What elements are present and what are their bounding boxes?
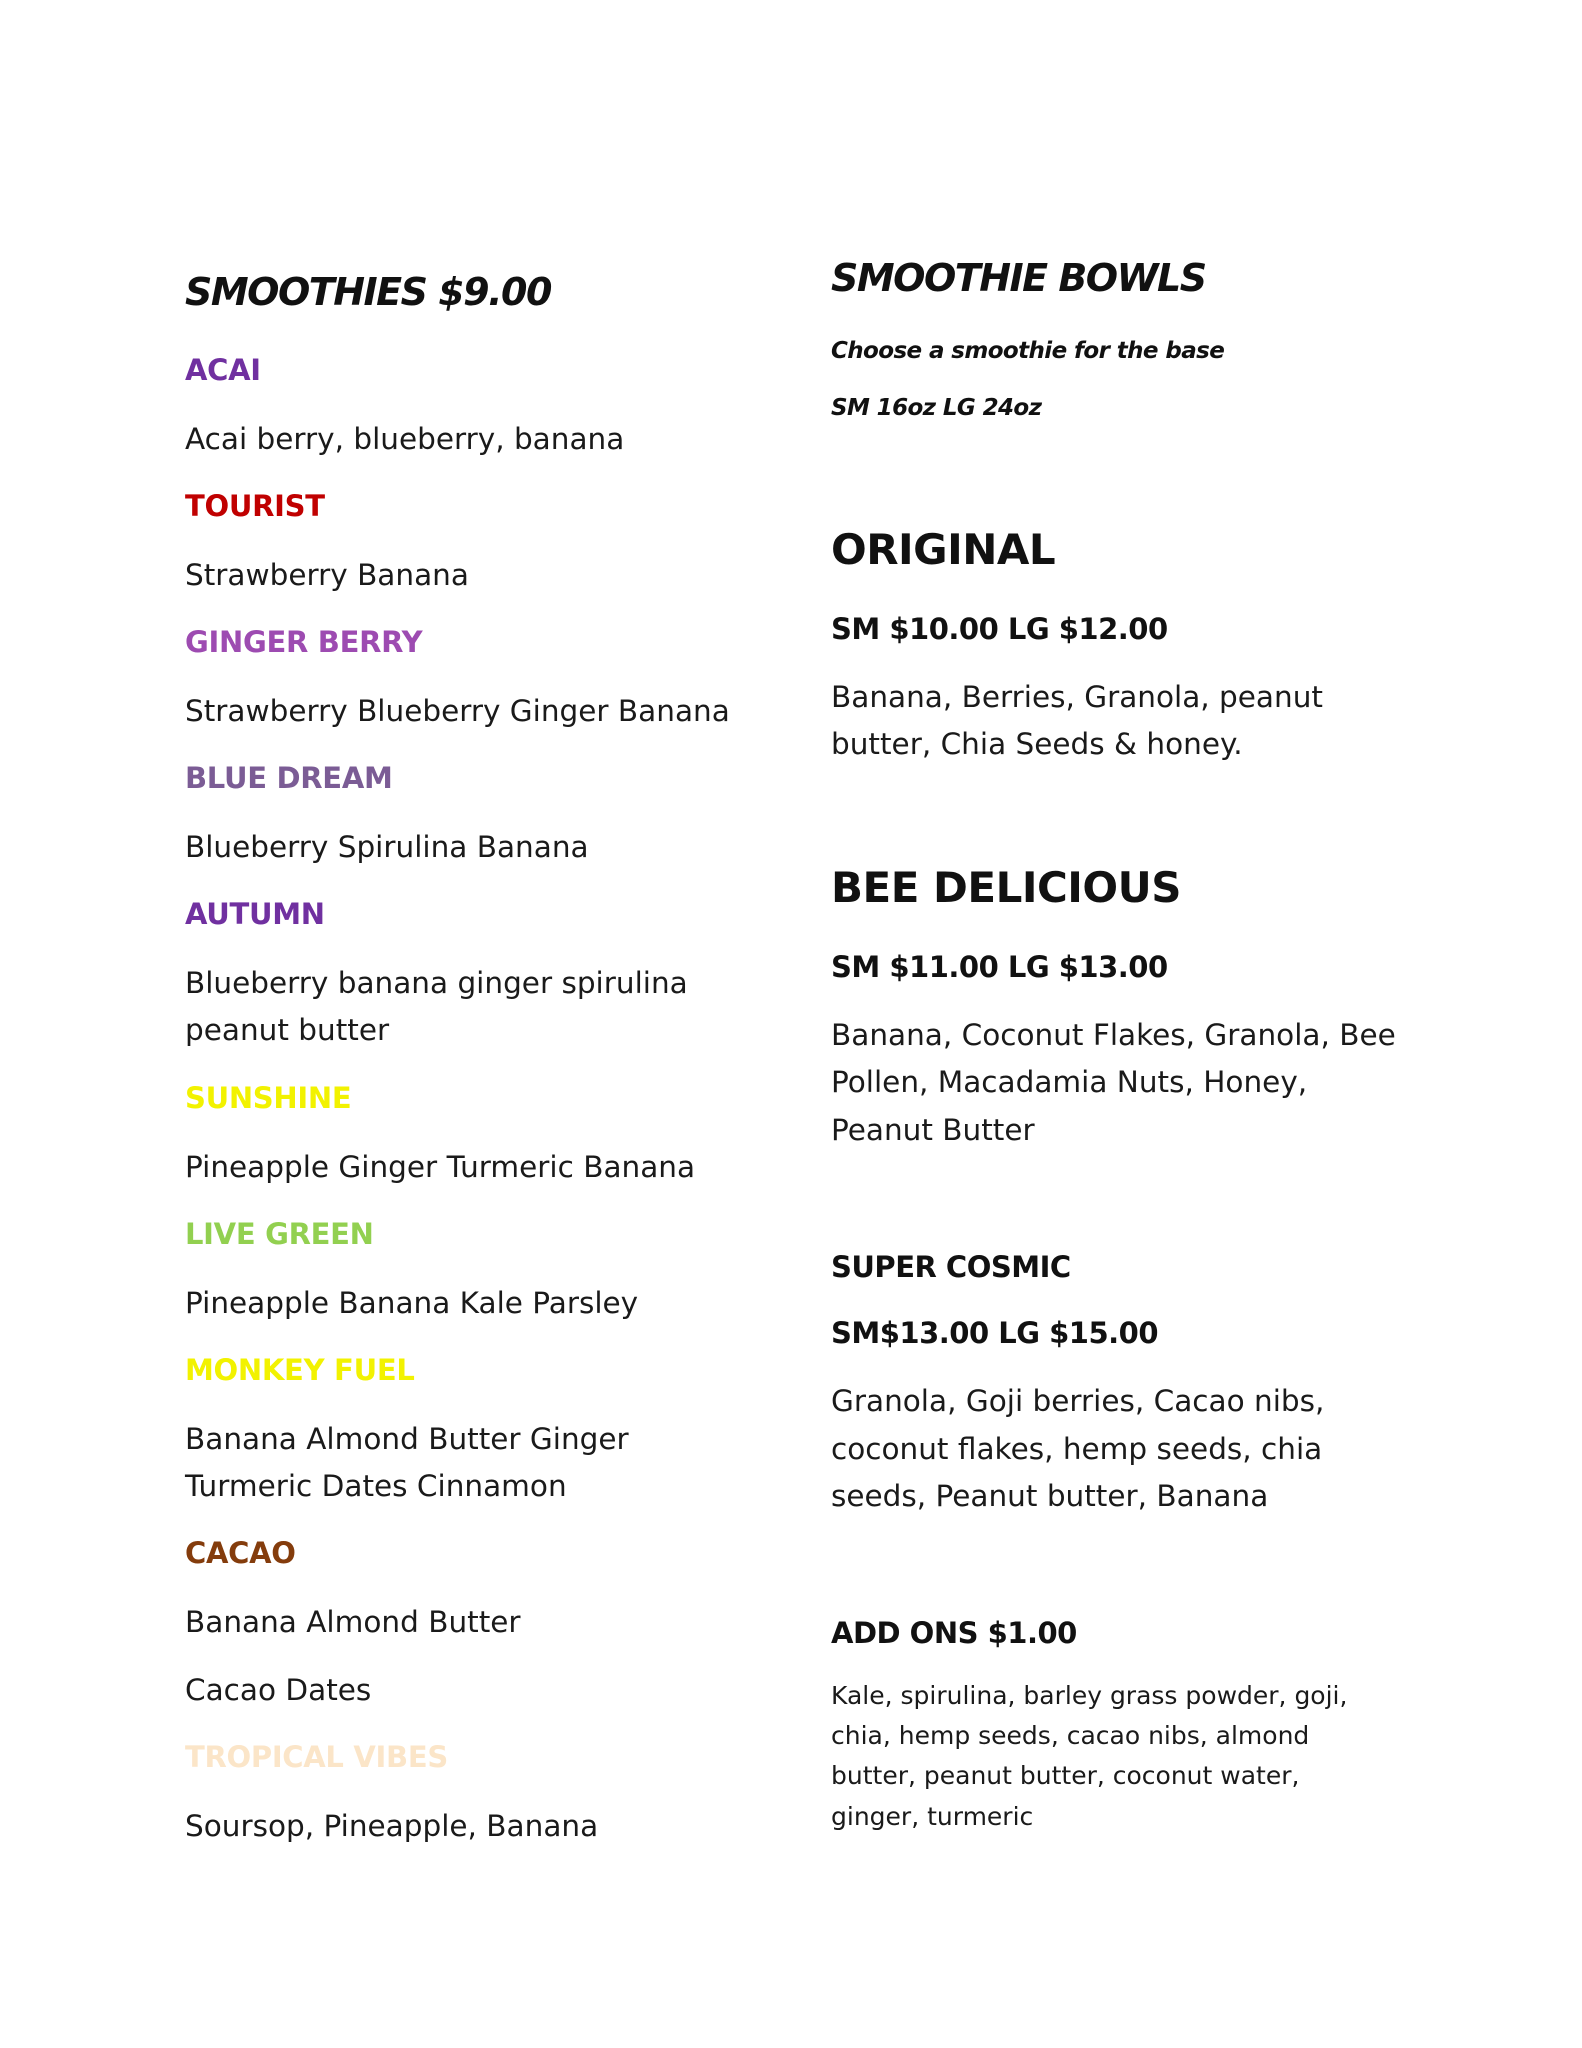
bowl-title-original: ORIGINAL [831,525,1056,574]
smoothie-desc-cacao-line2: Cacao Dates [185,1673,372,1707]
smoothie-desc-monkey-fuel-line1: Banana Almond Butter Ginger [185,1422,629,1456]
bowl-title-bee-delicious: BEE DELICIOUS [831,863,1181,912]
bowl-price-original: SM $10.00 LG $12.00 [831,612,1168,646]
smoothie-name-acai: ACAI [185,353,261,387]
smoothie-desc-acai: Acai berry, blueberry, banana [185,422,625,456]
smoothie-name-cacao: CACAO [185,1536,296,1570]
add-ons-desc-line2: chia, hemp seeds, cacao nibs, almond [831,1721,1310,1750]
smoothie-desc-autumn-line1: Blueberry banana ginger spirulina [185,966,688,1000]
smoothie-name-ginger-berry: GINGER BERRY [185,625,423,659]
add-ons-desc-line1: Kale, spirulina, barley grass powder, goji, [831,1681,1348,1710]
smoothie-desc-live-green: Pineapple Banana Kale Parsley [185,1286,639,1320]
bowl-desc-bee-delicious-line3: Peanut Butter [831,1113,1035,1147]
bowl-desc-super-cosmic-line3: seeds, Peanut butter, Banana [831,1479,1269,1513]
smoothie-name-monkey-fuel: MONKEY FUEL [185,1353,415,1387]
smoothie-name-blue-dream: BLUE DREAM [185,761,393,795]
bowl-desc-super-cosmic-line1: Granola, Goji berries, Cacao nibs, [831,1384,1325,1418]
smoothie-desc-sunshine: Pineapple Ginger Turmeric Banana [185,1150,696,1184]
smoothie-desc-tropical-vibes: Soursop, Pineapple, Banana [185,1809,599,1843]
smoothie-name-tourist: TOURIST [185,489,325,523]
smoothie-desc-monkey-fuel-line2: Turmeric Dates Cinnamon [185,1469,567,1503]
add-ons-title: ADD ONS $1.00 [831,1616,1077,1650]
smoothie-desc-cacao-line1: Banana Almond Butter [185,1605,521,1639]
bowls-size-note: SM 16oz LG 24oz [831,395,1042,421]
smoothies-title: SMOOTHIES $9.00 [185,270,551,314]
bowl-desc-bee-delicious-line1: Banana, Coconut Flakes, Granola, Bee [831,1018,1396,1052]
smoothie-desc-autumn-line2: peanut butter [185,1013,390,1047]
smoothie-name-tropical-vibes: TROPICAL VIBES [185,1740,448,1774]
bowl-price-super-cosmic: SM$13.00 LG $15.00 [831,1316,1159,1350]
smoothie-name-autumn: AUTUMN [185,897,325,931]
bowls-base-note: Choose a smoothie for the base [831,338,1225,364]
bowl-desc-original-line2: butter, Chia Seeds & honey. [831,727,1243,761]
bowl-desc-original-line1: Banana, Berries, Granola, peanut [831,680,1323,714]
smoothie-desc-tourist: Strawberry Banana [185,558,469,592]
bowl-desc-super-cosmic-line2: coconut flakes, hemp seeds, chia [831,1432,1323,1466]
bowls-title: SMOOTHIE BOWLS [831,256,1206,300]
bowl-title-super-cosmic: SUPER COSMIC [831,1250,1071,1284]
bowl-price-bee-delicious: SM $11.00 LG $13.00 [831,950,1168,984]
bowl-desc-bee-delicious-line2: Pollen, Macadamia Nuts, Honey, [831,1065,1308,1099]
add-ons-desc-line3: butter, peanut butter, coconut water, [831,1761,1300,1790]
smoothie-name-live-green: LIVE GREEN [185,1217,374,1251]
smoothie-name-sunshine: SUNSHINE [185,1081,352,1115]
smoothie-desc-blue-dream: Blueberry Spirulina Banana [185,830,589,864]
add-ons-desc-line4: ginger, turmeric [831,1802,1034,1831]
smoothie-desc-ginger-berry: Strawberry Blueberry Ginger Banana [185,694,730,728]
